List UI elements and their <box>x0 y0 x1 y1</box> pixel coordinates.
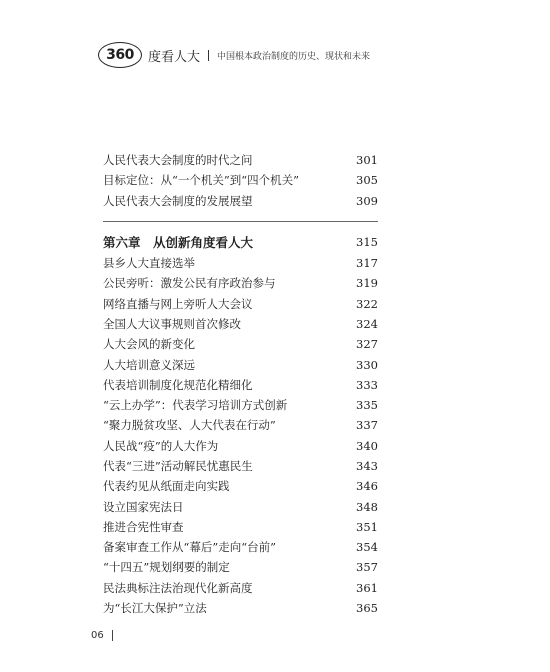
toc-entry[interactable] <box>103 537 378 557</box>
toc-entry[interactable] <box>103 354 378 374</box>
toc-entry-page: 333 <box>356 377 378 392</box>
chapter-divider <box>103 221 378 222</box>
toc-entry[interactable] <box>103 578 378 598</box>
toc-entry-page: 319 <box>356 276 378 291</box>
toc-entry-page: 330 <box>356 357 378 372</box>
toc-entry-title: 网络直播与网上旁听人大会议 <box>103 296 253 311</box>
toc-entry-page: 317 <box>356 256 378 271</box>
toc-entry-page: 337 <box>356 418 378 433</box>
page-number: 06 <box>91 630 104 641</box>
logo-badge-360: 360 <box>98 42 142 68</box>
toc-entry-title: 全国人大议事规则首次修改 <box>103 316 241 331</box>
toc-entry-title: 县乡人大直接选举 <box>103 256 195 271</box>
book-title: 度看人大 <box>148 49 201 65</box>
toc-entry[interactable] <box>103 476 378 496</box>
toc-entry-title: “聚力脱贫攻坚、人大代表在行动” <box>103 418 276 433</box>
book-subtitle: 中国根本政治制度的历史、现状和未来 <box>217 51 371 62</box>
toc-entry[interactable] <box>103 557 378 577</box>
toc-entry-title: 人大会风的新变化 <box>103 337 195 352</box>
toc-entry-page: 351 <box>356 519 378 534</box>
toc-entry[interactable] <box>103 395 378 415</box>
toc-entry-title: 备案审查工作从“幕后”走向“台前” <box>103 540 277 555</box>
toc-entry-page: 348 <box>356 499 378 514</box>
header-divider <box>208 50 209 61</box>
toc-entry[interactable] <box>103 598 378 618</box>
toc-entry-page: 322 <box>356 296 378 311</box>
toc-entry-page: 309 <box>356 193 378 208</box>
toc-chapter-heading[interactable] <box>103 231 378 253</box>
toc-entry[interactable] <box>103 253 378 273</box>
toc-chapter-entries <box>103 253 378 618</box>
toc-entry[interactable] <box>103 150 378 170</box>
toc-entry-title: 民法典标注法治现代化新高度 <box>103 580 253 595</box>
toc-entry[interactable] <box>103 293 378 313</box>
toc-entry-title: “十四五”规划纲要的制定 <box>103 560 230 575</box>
toc-entry-page: 354 <box>356 540 378 555</box>
toc-entry-title: 代表培训制度化规范化精细化 <box>103 377 253 392</box>
toc-entry[interactable] <box>103 273 378 293</box>
toc-entry-page: 346 <box>356 479 378 494</box>
chapter-title: 第六章 从创新角度看人大 <box>103 234 254 250</box>
table-of-contents <box>103 150 378 618</box>
toc-entry-title: 推进合宪性审查 <box>103 519 184 534</box>
toc-entry-title: 公民旁听：激发公民有序政治参与 <box>103 276 276 291</box>
toc-entry[interactable] <box>103 375 378 395</box>
toc-entry[interactable] <box>103 517 378 537</box>
toc-entry[interactable] <box>103 170 378 190</box>
toc-entry-title: 设立国家宪法日 <box>103 499 184 514</box>
toc-entry-title: 人大培训意义深远 <box>103 357 195 372</box>
toc-entry[interactable] <box>103 334 378 354</box>
toc-entry-title: 人民代表大会制度的发展展望 <box>103 193 253 208</box>
toc-entry-title: “云上办学”：代表学习培训方式创新 <box>103 398 288 413</box>
toc-entry-title: 目标定位：从“一个机关”到“四个机关” <box>103 173 300 188</box>
page-footer <box>91 630 113 641</box>
running-header <box>98 42 370 68</box>
toc-entry-page: 327 <box>356 337 378 352</box>
toc-entry-page: 365 <box>356 601 378 616</box>
footer-divider <box>112 630 113 641</box>
toc-entry[interactable] <box>103 191 378 211</box>
toc-entry-title: 人民代表大会制度的时代之问 <box>103 153 253 168</box>
toc-entry[interactable] <box>103 496 378 516</box>
toc-entry-page: 324 <box>356 316 378 331</box>
toc-entry[interactable] <box>103 314 378 334</box>
toc-entry[interactable] <box>103 436 378 456</box>
toc-entry-page: 357 <box>356 560 378 575</box>
toc-entry[interactable] <box>103 456 378 476</box>
toc-entry-page: 301 <box>356 153 378 168</box>
toc-previous-entries <box>103 150 378 211</box>
toc-entry-title: 为“长江大保护”立法 <box>103 601 207 616</box>
toc-entry[interactable] <box>103 415 378 435</box>
toc-entry-page: 305 <box>356 173 378 188</box>
toc-entry-page: 361 <box>356 580 378 595</box>
toc-entry-page: 335 <box>356 398 378 413</box>
toc-entry-title: 代表约见从纸面走向实践 <box>103 479 230 494</box>
toc-entry-page: 343 <box>356 459 378 473</box>
toc-entry-title: 代表“三进”活动解民忧惠民生 <box>103 459 253 473</box>
chapter-page: 315 <box>356 234 378 249</box>
toc-entry-page: 340 <box>356 438 378 453</box>
toc-entry-title: 人民战“疫”的人大作为 <box>103 438 219 453</box>
